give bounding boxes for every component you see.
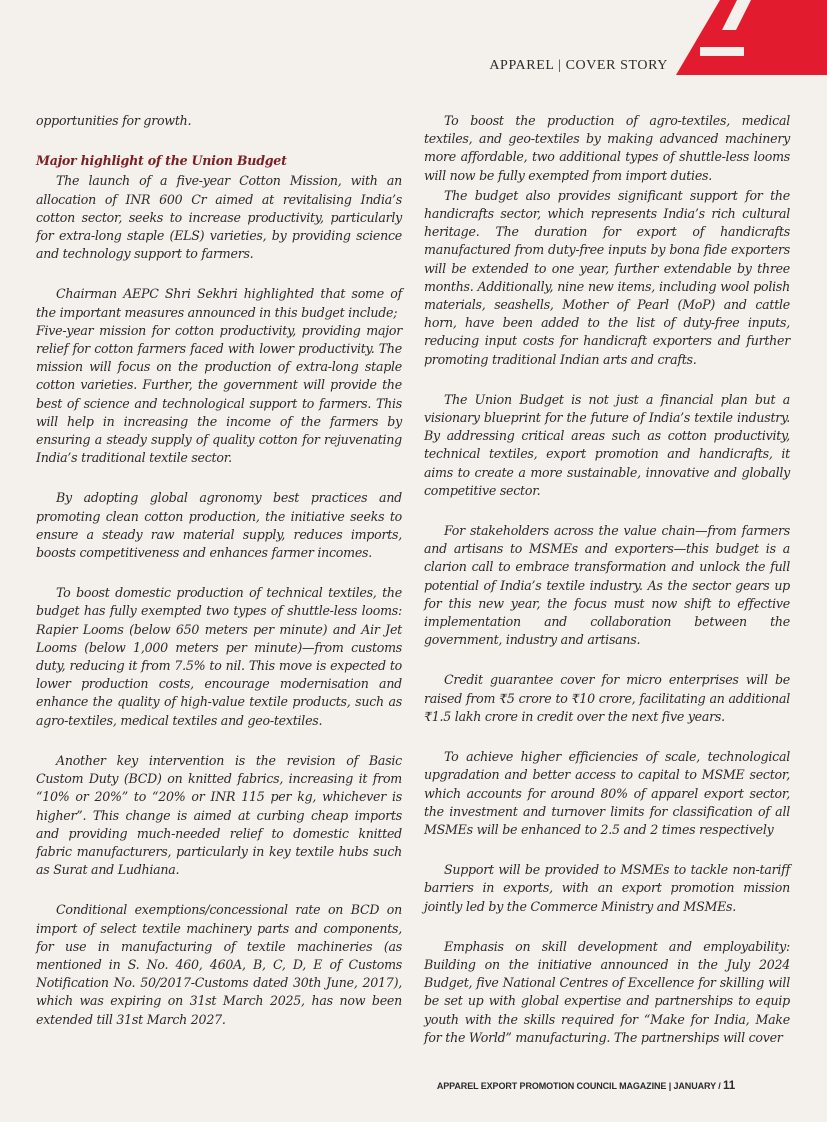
paragraph: Support will be provided to MSMEs to tackle non-tariff barriers in exports, with an export promotion mission jointly led by the Commerce Ministry and MSMEs. [424,862,790,914]
paragraph: Another key intervention is the revision of Basic Custom Duty (BCD) on knitted fabrics, increasing it from “10% or 20%” to “20% or INR 115 per kg, whichever is higher”. This change is aimed at curbing cheap imports and providing much-needed relief to domestic knitted fabric manufacturers, particularly in key textile hubs such as Surat and Ludhiana. [36,752,402,878]
page-number: 11 [723,1080,735,1092]
paragraph: To boost domestic production of technical textiles, the budget has fully exempted two types of shuttle-less looms: Rapier Looms (below 650 meters per minute) and Air Jet Looms (below 1,000 meters per minute)—from customs duty, reducing it from 7.5% to nil. This move is expected to lower production costs, encourage modernisation and enhance the quality of high-value textile products, such as agro-textiles, medical textiles and geo-textiles. [36,585,402,728]
paragraph: The launch of a five-year Cotton Mission, with an allocation of INR 600 Cr aimed at revitalising India’s cotton sector, seeks to increase productivity, particularly for extra-long staple (ELS) varieties, by providing science and technology support to farmers. [36,173,402,262]
paragraph: Chairman AEPC Shri Sekhri highlighted that some of the important measures announced in this budget include; [36,286,402,320]
paragraph: To boost the production of agro-textiles, medical textiles, and geo-textiles by making advanced machinery more affordable, two additional types of shuttle-less looms will now be fully exempted from import duties. [424,113,790,183]
magazine-logo-a-shape [676,0,827,75]
right-column [424,112,790,1047]
paragraph: To achieve higher efficiencies of scale, technological upgradation and better access to capital to MSME sector, which accounts for around 80% of apparel export sector, the investment and turnover limits for classification of all MSMEs will be enhanced to 2.5 and 2 times respectively [424,749,790,837]
paragraph: For stakeholders across the value chain—from farmers and artisans to MSMEs and exporters—this budget is a clarion call to embrace transformation and unlock the full potential of India’s textile industry. As the sector gears up for this new year, the focus must now shift to effective implementation and collaboration between the government, industry and artisans. [424,523,790,648]
paragraph: By adopting global agronomy best practices and promoting clean cotton production, the initiative seeks to ensure a steady raw material supply, reduces imports, boosts competitiveness and enhances farmer incomes. [36,490,402,561]
publication-name: APPAREL EXPORT PROMOTION COUNCIL MAGAZINE | JANUARY / [436,1081,721,1091]
paragraph: Conditional exemptions/concessional rate on BCD on import of select textile machinery parts and components, for use in manufacturing of textile machineries (as mentioned in S. No. 460, 460A, B, C, D, E of Customs Notification No. 50/2017-Customs dated 30th June, 2017), which was expiring on 31st March 2025, has now been extended till 31st March 2027. [36,902,402,1027]
page-footer [437,1080,735,1092]
paragraph: Five-year mission for cotton productivity, providing major relief for cotton farmers faced with lower productivity. The mission will focus on the production of extra-long staple cotton varieties. Further, the government will provide the best of science and technological support to farmers. This will help in increasing the income of the farmers by ensuring a steady supply of quality cotton for rejuvenating India’s traditional textile sector. [36,322,402,466]
section-heading: Major highlight of the Union Budget [36,153,287,169]
paragraph: Emphasis on skill development and employability: Building on the initiative announced in the July 2024 Budget, five National Centres of Excellence for skilling will be set up with global expertise and partnerships to equip youth with the skills required for “Make for India, Make for the World” manufacturing. The partnerships will cover [424,938,790,1045]
left-column [36,112,402,1029]
section-label: APPAREL | COVER STORY [489,58,668,73]
paragraph: The Union Budget is not just a financial plan but a visionary blueprint for the future of India’s textile industry. By addressing critical areas such as cotton productivity, technical textiles, export promotion and handicrafts, it aims to create a more sustainable, innovative and globally competitive sector. [424,391,790,498]
paragraph: opportunities for growth. [36,113,192,128]
paragraph: The budget also provides significant support for the handicrafts sector, which represents India’s rich cultural heritage. The duration for export of handicrafts manufactured from duty-free inputs by bona fide exporters will be extended to one year, further extendable by three months. Additionally, nine new items, including wool polish materials, seashells, Mother of Pearl (MoP) and cattle horn, have been added to the list of duty-free inputs, reducing input costs for handicraft exporters and further promoting traditional Indian arts and crafts. [424,187,790,367]
paragraph: Credit guarantee cover for micro enterprises will be raised from ₹5 crore to ₹10 crore, facilitating an additional ₹1.5 lakh crore in credit over the next five years. [424,672,790,724]
